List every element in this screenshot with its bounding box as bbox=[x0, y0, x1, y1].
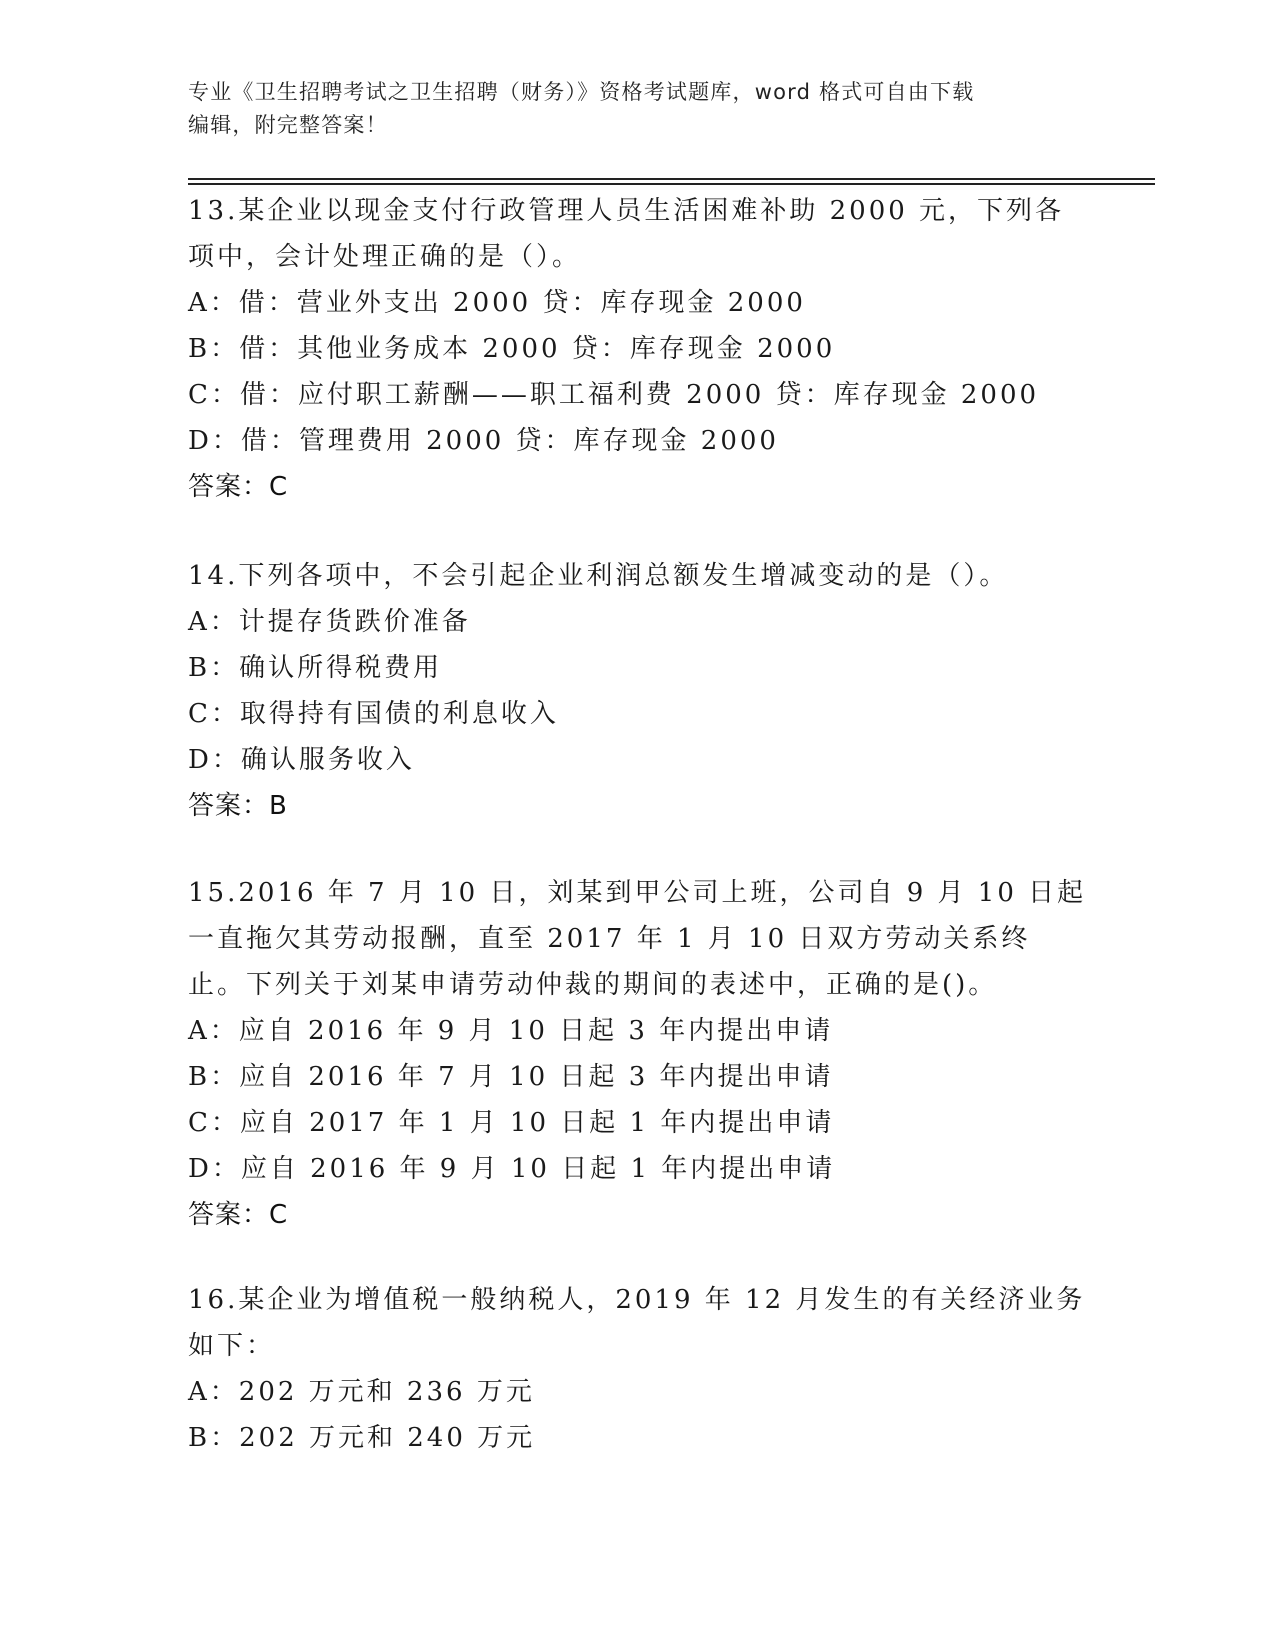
option-a: A：计提存货跌价准备 bbox=[188, 607, 471, 637]
option-b: B：确认所得税费用 bbox=[188, 653, 443, 683]
option-b: B：应自 2016 年 7 月 10 日起 3 年内提出申请 bbox=[188, 1062, 834, 1092]
option-d: D：借：管理费用 2000 贷：库存现金 2000 bbox=[188, 426, 779, 456]
option-d: D：确认服务收入 bbox=[188, 745, 415, 775]
question-stem: 14.下列各项中，不会引起企业利润总额发生增减变动的是（）。 bbox=[188, 561, 1009, 591]
question-stem: 15.2016 年 7 月 10 日，刘某到甲公司上班，公司自 9 月 10 日起一直拖欠其劳动报酬，直至 2017 年 1 月 10 日双方劳动关系终止。下列关于刘某申请劳动仲裁的期间的表述中，正确的是()。 bbox=[188, 878, 1087, 1000]
header-divider-bottom bbox=[188, 183, 1155, 185]
option-a: A：应自 2016 年 9 月 10 日起 3 年内提出申请 bbox=[188, 1016, 834, 1046]
header-divider-top bbox=[188, 178, 1155, 180]
question-stem: 13.某企业以现金支付行政管理人员生活困难补助 2000 元，下列各项中，会计处理正确的是（）。 bbox=[188, 196, 1065, 272]
answer: 答案：B bbox=[188, 791, 288, 821]
question-16 bbox=[188, 1277, 1088, 1461]
header-line-1: 专业《卫生招聘考试之卫生招聘（财务）》资格考试题库，word 格式可自由下载 bbox=[188, 80, 975, 104]
header-line-2: 编辑，附完整答案！ bbox=[188, 113, 388, 137]
answer: 答案：C bbox=[188, 472, 289, 502]
option-b: B：202 万元和 240 万元 bbox=[188, 1423, 536, 1453]
option-a: A：借：营业外支出 2000 贷：库存现金 2000 bbox=[188, 288, 806, 318]
option-c: C：取得持有国债的利息收入 bbox=[188, 699, 559, 729]
question-stem: 16.某企业为增值税一般纳税人，2019 年 12 月发生的有关经济业务如下： bbox=[188, 1285, 1086, 1361]
option-c: C：应自 2017 年 1 月 10 日起 1 年内提出申请 bbox=[188, 1108, 835, 1138]
option-c: C：借：应付职工薪酬——职工福利费 2000 贷：库存现金 2000 bbox=[188, 380, 1040, 410]
option-b: B：借：其他业务成本 2000 贷：库存现金 2000 bbox=[188, 334, 836, 364]
option-a: A：202 万元和 236 万元 bbox=[188, 1377, 535, 1407]
document-header bbox=[188, 76, 1088, 142]
question-13 bbox=[188, 188, 1088, 510]
question-14 bbox=[188, 553, 1088, 829]
question-15 bbox=[188, 870, 1088, 1238]
answer: 答案：C bbox=[188, 1200, 289, 1230]
option-d: D：应自 2016 年 9 月 10 日起 1 年内提出申请 bbox=[188, 1154, 836, 1184]
